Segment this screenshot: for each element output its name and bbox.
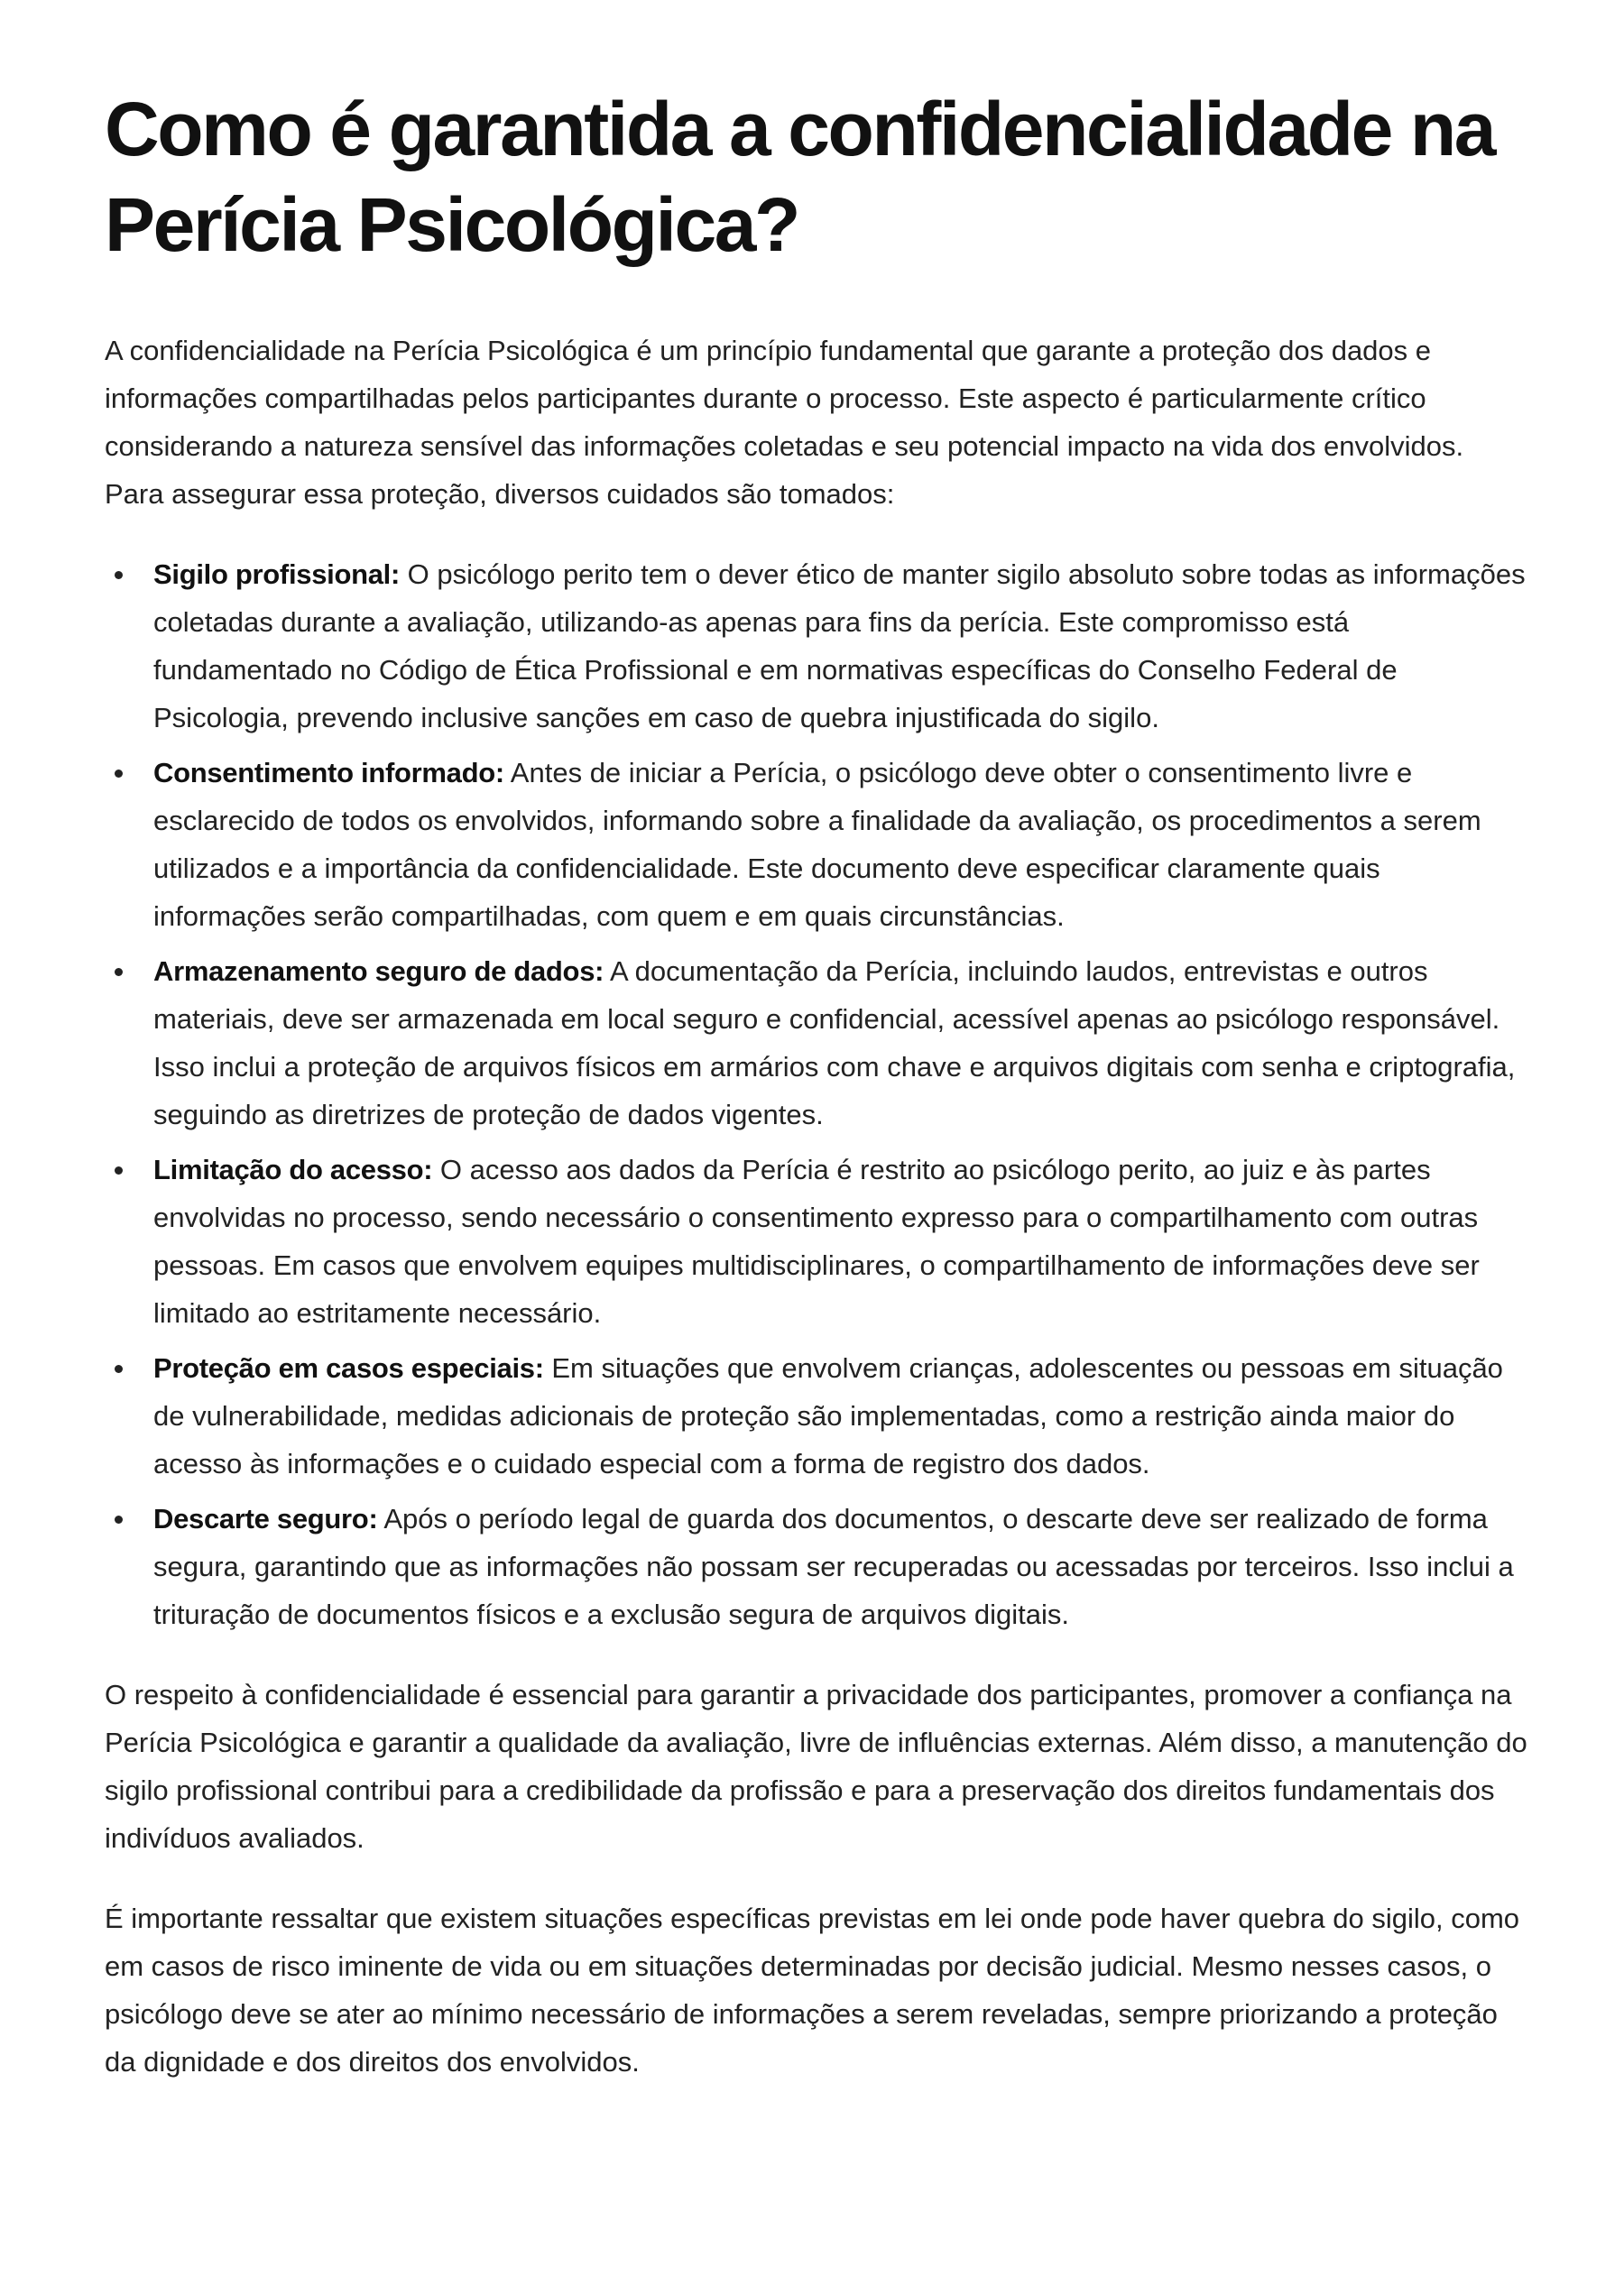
bullet-icon [115, 968, 123, 976]
list-item-term: Descarte seguro: [153, 1503, 378, 1535]
list-item-text: A documentação da Perícia, incluindo laudos, entrevistas e outros materiais, deve ser armazenada em local seguro e confidencial, acessível apenas ao psicólogo responsável. Isso inclui a proteção de arquivos físicos em armários com chave e arquivos digitais com senha e criptografia, seguindo as diretrizes de proteção de dados vigentes. [153, 955, 1516, 1130]
list-item-text: Em situações que envolvem crianças, adolescentes ou pessoas em situação de vulnerabilidade, medidas adicionais de proteção são implementadas, como a restrição ainda maior do acesso às informações e o cuidado especial com a forma de registro dos dados. [153, 1352, 1503, 1479]
intro-paragraph: A confidencialidade na Perícia Psicológica é um princípio fundamental que garante a proteção dos dados e informações compartilhadas pelos participantes durante o processo. Este aspecto é particularmente crítico considerando a natureza sensível das informações coletadas e seu potencial impacto na vida dos envolvidos. Para assegurar essa proteção, diversos cuidados são tomados: [105, 335, 1464, 510]
list-item-text: O acesso aos dados da Perícia é restrito ao psicólogo perito, ao juiz e às partes envolvidas no processo, sendo necessário o consentimento expresso para o compartilhamento com outras pessoas. Em casos que envolvem equipes multidisciplinares, o compartilhamento de informações deve ser limitado ao estritamente necessário. [153, 1154, 1480, 1329]
list-item-term: Armazenamento seguro de dados: [153, 955, 604, 987]
list-item-sigilo-profissional [105, 550, 1530, 742]
list-item-term: Limitação do acesso: [153, 1154, 433, 1185]
list-item-limitacao-acesso [105, 1146, 1530, 1337]
list-item-text: Antes de iniciar a Perícia, o psicólogo deve obter o consentimento livre e esclarecido de todos os envolvidos, informando sobre a finalidade da avaliação, os procedimentos a serem utilizados e a importância da confidencialidade. Este documento deve especificar claramente quais informações serão compartilhadas, com quem e em quais circunstâncias. [153, 757, 1481, 932]
closing-paragraph-1: O respeito à confidencialidade é essencial para garantir a privacidade dos participantes, promover a confiança na Perícia Psicológica e garantir a qualidade da avaliação, livre de influências externas. Além disso, a manutenção do sigilo profissional contribui para a credibilidade da profissão e para a preservação dos direitos fundamentais dos indivíduos avaliados. [105, 1679, 1527, 1854]
list-item-protecao-casos-especiais [105, 1344, 1530, 1488]
bullet-icon [115, 1166, 123, 1175]
list-item-armazenamento-seguro [105, 947, 1530, 1138]
confidentiality-measures-list [105, 550, 1530, 1638]
bullet-icon [115, 571, 123, 579]
document-page [105, 81, 1530, 2086]
list-item-text: Após o período legal de guarda dos documentos, o descarte deve ser realizado de forma segura, garantindo que as informações não possam ser recuperadas ou acessadas por terceiros. Isso inclui a trituração de documentos físicos e a exclusão segura de arquivos digitais. [153, 1503, 1514, 1630]
list-item-term: Sigilo profissional: [153, 558, 401, 590]
bullet-icon [115, 1365, 123, 1373]
bullet-icon [115, 1516, 123, 1524]
list-item-text: O psicólogo perito tem o dever ético de manter sigilo absoluto sobre todas as informações coletadas durante a avaliação, utilizando-as apenas para fins da perícia. Este compromisso está fundamentado no Código de Ética Profissional e em normativas específicas do Conselho Federal de Psicologia, prevendo inclusive sanções em caso de quebra injustificada do sigilo. [153, 558, 1526, 733]
list-item-consentimento-informado [105, 749, 1530, 940]
list-item-term: Proteção em casos especiais: [153, 1352, 544, 1384]
list-item-descarte-seguro [105, 1495, 1530, 1638]
list-item-term: Consentimento informado: [153, 757, 504, 788]
closing-paragraph-2: É importante ressaltar que existem situações específicas previstas em lei onde pode haver quebra do sigilo, como em casos de risco iminente de vida ou em situações determinadas por decisão judicial. Mesmo nesses casos, o psicólogo deve se ater ao mínimo necessário de informações a serem reveladas, sempre priorizando a proteção da dignidade e dos direitos dos envolvidos. [105, 1903, 1520, 2078]
bullet-icon [115, 770, 123, 778]
page-title: Como é garantida a confidencialidade na Perícia Psicológica? [105, 87, 1495, 267]
